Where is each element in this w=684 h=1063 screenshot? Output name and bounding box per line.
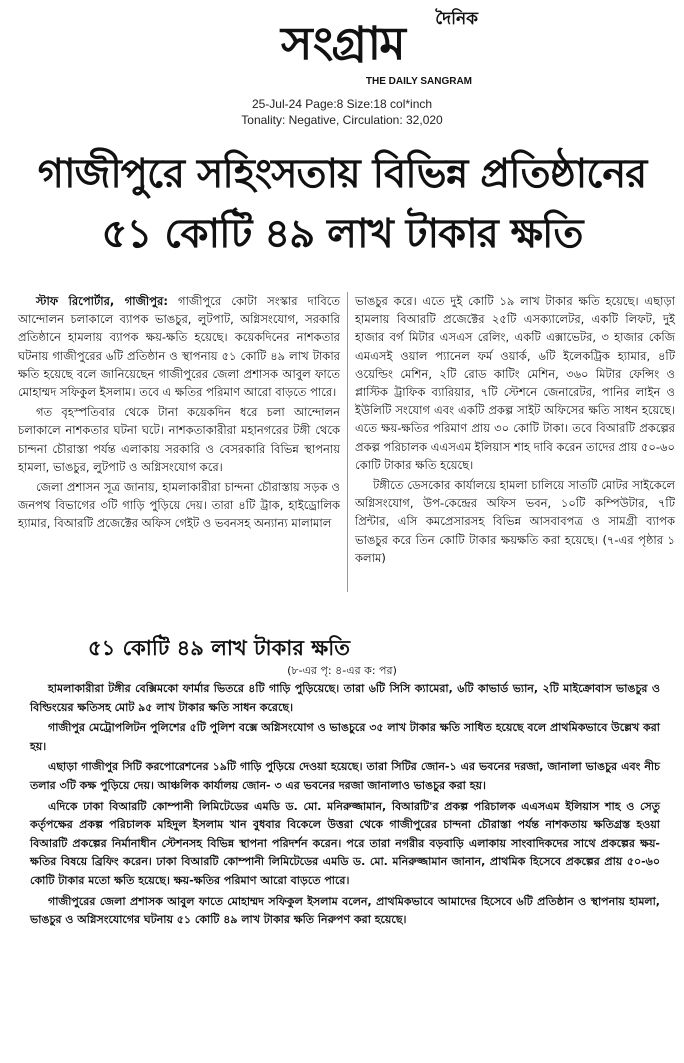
headline-line-2: ৫১ কোটি ৪৯ লাখ টাকার ক্ষতি	[101, 211, 583, 257]
article-paragraph: ভাঙচুর করে। এতে দুই কোটি ১৯ লাখ টাকার ক্ষতি হয়েছে। এছাড়া হামলায় বিআরটি প্রজেক্টের ২৫টি এসক্যালেটর, একটি লিফট, দুই হাজার বর্গ মিটার এসএস রেলিং, একটি এক্সাভেটর, ৩ হাজার কেজি এমএসই ওয়াল প্যানেল ফর্ম ওয়ার্ক, ৬টি ইলেকট্রিক হ্যামার, ৪টি ওয়েল্ডিং মেশিন, ২টি রোড কাটিং মেশিন, ৩৬০ মিটার ফেন্সিং ও প্লাস্টিক ট্রাফিক ব্যারিয়ার, ৭টি স্টেশনে জেনারেটর, পানির লাইন ও ইউলিটি সংযোগ এবং একটি প্রকল্প সাইট অফিসের ক্ষতি সাধন হয়েছে। এতে ক্ষয়-ক্ষতির পরিমাণ প্রায় ৩০ কোটি টাকা। তবে বিআরটি প্রকল্পের প্রকল্প পরিচালক এএসএম ইলিয়াস শাহ দাবি করেন তাদের প্রায় ৫০-৬০ কোটি টাকার ক্ষতি হয়েছে।	[355, 294, 675, 472]
article-paragraph: টঙ্গীতে ডেসকোর কার্যালয়ে হামলা চালিয়ে সাতটি মোটর সাইকেলে অগ্নিসংযোগ, উপ-কেন্দ্রের অফিস ভবন, ১০টি কম্পিউটার, ৭টি প্রিন্টার, এসি কমপ্রেসারসহ বিভিন্ন আসবাবপত্র ও সামগ্রী ব্যাপক ভাঙচুর করে তিন কোটি টাকার ক্ষয়ক্ষতি করা হয়েছে। (৭-এর পৃষ্ঠার ১ কলাম)	[355, 478, 675, 565]
masthead-small-title: দৈনিক	[435, 9, 478, 29]
continuation-reference: (৮-এর পৃ: ৪-এর ক: পর)	[287, 664, 397, 677]
continuation-paragraph: গাজীপুরের জেলা প্রশাসক আবুল ফাতে মোহাম্মদ সফিকুল ইসলাম বলেন, প্রাথমিকভাবে আমাদের হিসেবে ৬টি প্রতিষ্ঠান ও স্থাপনায় হামলা, ভাঙচুর ও অগ্নিসংযোগের ঘটনায় ৫১ কোটি ৪৯ লাখ টাকার ক্ষতি নিরুপণ করা হয়েছে।	[30, 894, 660, 927]
article-text: গাজীপুরে কোটা সংস্কার দাবিতে আন্দোলন চলাকালে ব্যাপক ভাঙচুর, লুটপাট, অগ্নিসংযোগ, সরকারি প্রতিষ্ঠানে হামলায় ব্যাপক ক্ষয়-ক্ষতি হয়েছে। কয়েকদিনের নাশকতার ঘটনায় গাজীপুরের ৬টি প্রতিষ্ঠান ও স্থাপনায় ৫১ কোটি ৪৯ লাখ টাকার ক্ষতি হয়েছে বলে জানিয়েছেন গাজীপুরের জেলা প্রশাসক আবুল ফাতে মোহাম্মদ সফিকুল ইসলাম। তবে এ ক্ষতির পরিমাণ আরো বাড়তে পারে।	[18, 294, 341, 400]
column-divider	[347, 292, 348, 592]
headline-line-1: গাজীপুরে সহিংসতায় বিভিন্ন প্রতিষ্ঠানের	[37, 151, 647, 197]
masthead-title: সংগ্রাম	[281, 17, 404, 71]
continuation-paragraph: হামলাকারীরা টঙ্গীর বেক্সিমকো ফার্মার ভিতরে ৪টি গাড়ি পুড়িয়েছে। তারা ৬টি সিসি ক্যামেরা, ৬টি কাভার্ড ভ্যান, ২টি মাইক্রোবাস ভাঙচুর ও বিল্ডিংয়ের ক্ষতিসহ মোট ৯৫ লাখ টাকার ক্ষতি সাধন করেছে।	[30, 682, 660, 714]
continuation-paragraph: এদিকে ঢাকা বিআরটি কোম্পানী লিমিটেডের এমডি ড. মো. মনিরুজ্জামান, বিআরটি'র প্রকল্প পরিচালক এএসএম ইলিয়াস শাহ ও সেতু কর্তৃপক্ষের প্রকল্প পরিচালক মহিদুল ইসলাম খান বুধবার বিকেলে উত্তরা থেকে গাজীপুরের চান্দনা চৌরাস্তা পর্যন্ত নাশকতায় ক্ষতিগ্রস্ত হওয়া বিআরটি প্রকল্পের নির্মানাধীন স্টেশনসহ বিভিন্ন স্থাপনা পরিদর্শন করেন। পরে তারা নগরীর বড়বাড়ি এলাকায় সাংবাদিকদের সাথে প্রকল্পের ক্ষয়-ক্ষতির বিষয়ে ব্রিফিং করেন। ঢাকা বিআরটি কোম্পানী লিমিটেডের এমডি ড. মো. মনিরুজ্জামান জানান, প্রাথমিক হিসেবে প্রকল্পের প্রায় ৫০-৬০ কোটি টাকার মতো ক্ষতি হয়েছে। ক্ষয়-ক্ষতির পরিমাণ আরো বাড়তে পারে।	[30, 799, 660, 887]
article-paragraph: জেলা প্রশাসন সূত্র জানায়, হামলাকারীরা চান্দনা চৌরাস্তায় সড়ক ও জনপথ বিভাগের ৩টি গাড়ি পুড়িয়ে দেয়। তারা ৪টি ট্রাক, হাইড্রোলিক হ্যামার, বিআরটি প্রজেক্টের অফিস গেইট ও ভবনসহ অন্যান্য মালামাল	[18, 480, 340, 531]
masthead-logo	[205, 6, 480, 92]
clipping-meta-date: 25-Jul-24 Page:8 Size:18 col*inch	[251, 97, 433, 111]
continuation-paragraph: গাজীপুর মেট্রোপলিটন পুলিশের ৫টি পুলিশ বক্সে অগ্নিসংযোগ ও ভাঙচুরে ৩৫ লাখ টাকার ক্ষতি সাধিত হয়েছে বলে প্রাথমিকভাবে উল্লেখ করা হয়।	[30, 721, 660, 753]
article-paragraph	[18, 292, 340, 401]
article-paragraph: গত বৃহস্পতিবার থেকে টানা কয়েকদিন ধরে চলা আন্দোলন চলাকালে নাশকতার ঘটনা ঘটে। নাশকতাকারীরা মহানগরের টঙ্গী থেকে চান্দনা চৌরাস্তা পর্যন্ত এলাকায় সরকারি ও বেসরকারি বিভিন্ন স্থাপনায় হামলা, ভাঙচুর, লুটপাট ও অগ্নিসংযোগ করে।	[18, 405, 340, 474]
article-column-left	[18, 292, 340, 535]
clipping-meta-tonality: Tonality: Negative, Circulation: 32,020	[241, 113, 443, 127]
continuation-title: ৫১ কোটি ৪৯ লাখ টাকার ক্ষতি	[88, 636, 350, 660]
masthead-english: THE DAILY SANGRAM	[365, 76, 472, 87]
byline: স্টাফ রিপোর্টার, গাজীপুর:	[36, 294, 168, 308]
continuation-body	[30, 680, 660, 932]
continuation-paragraph: এছাড়া গাজীপুর সিটি করপোরেশনের ১৯টি গাড়ি পুড়িয়ে দেওয়া হয়েছে। তারা সিটির জোন-১ এর ভবনের দরজা, জানালা ভাঙচুর এবং নীচ তলার ৩টি কক্ষ পুড়িয়ে দেয়। আঞ্চলিক কার্যালয় জোন- ৩ এর ভবনের দরজা জানালাও ভাঙচুর করা হয়।	[30, 760, 660, 792]
article-column-right	[355, 292, 675, 569]
